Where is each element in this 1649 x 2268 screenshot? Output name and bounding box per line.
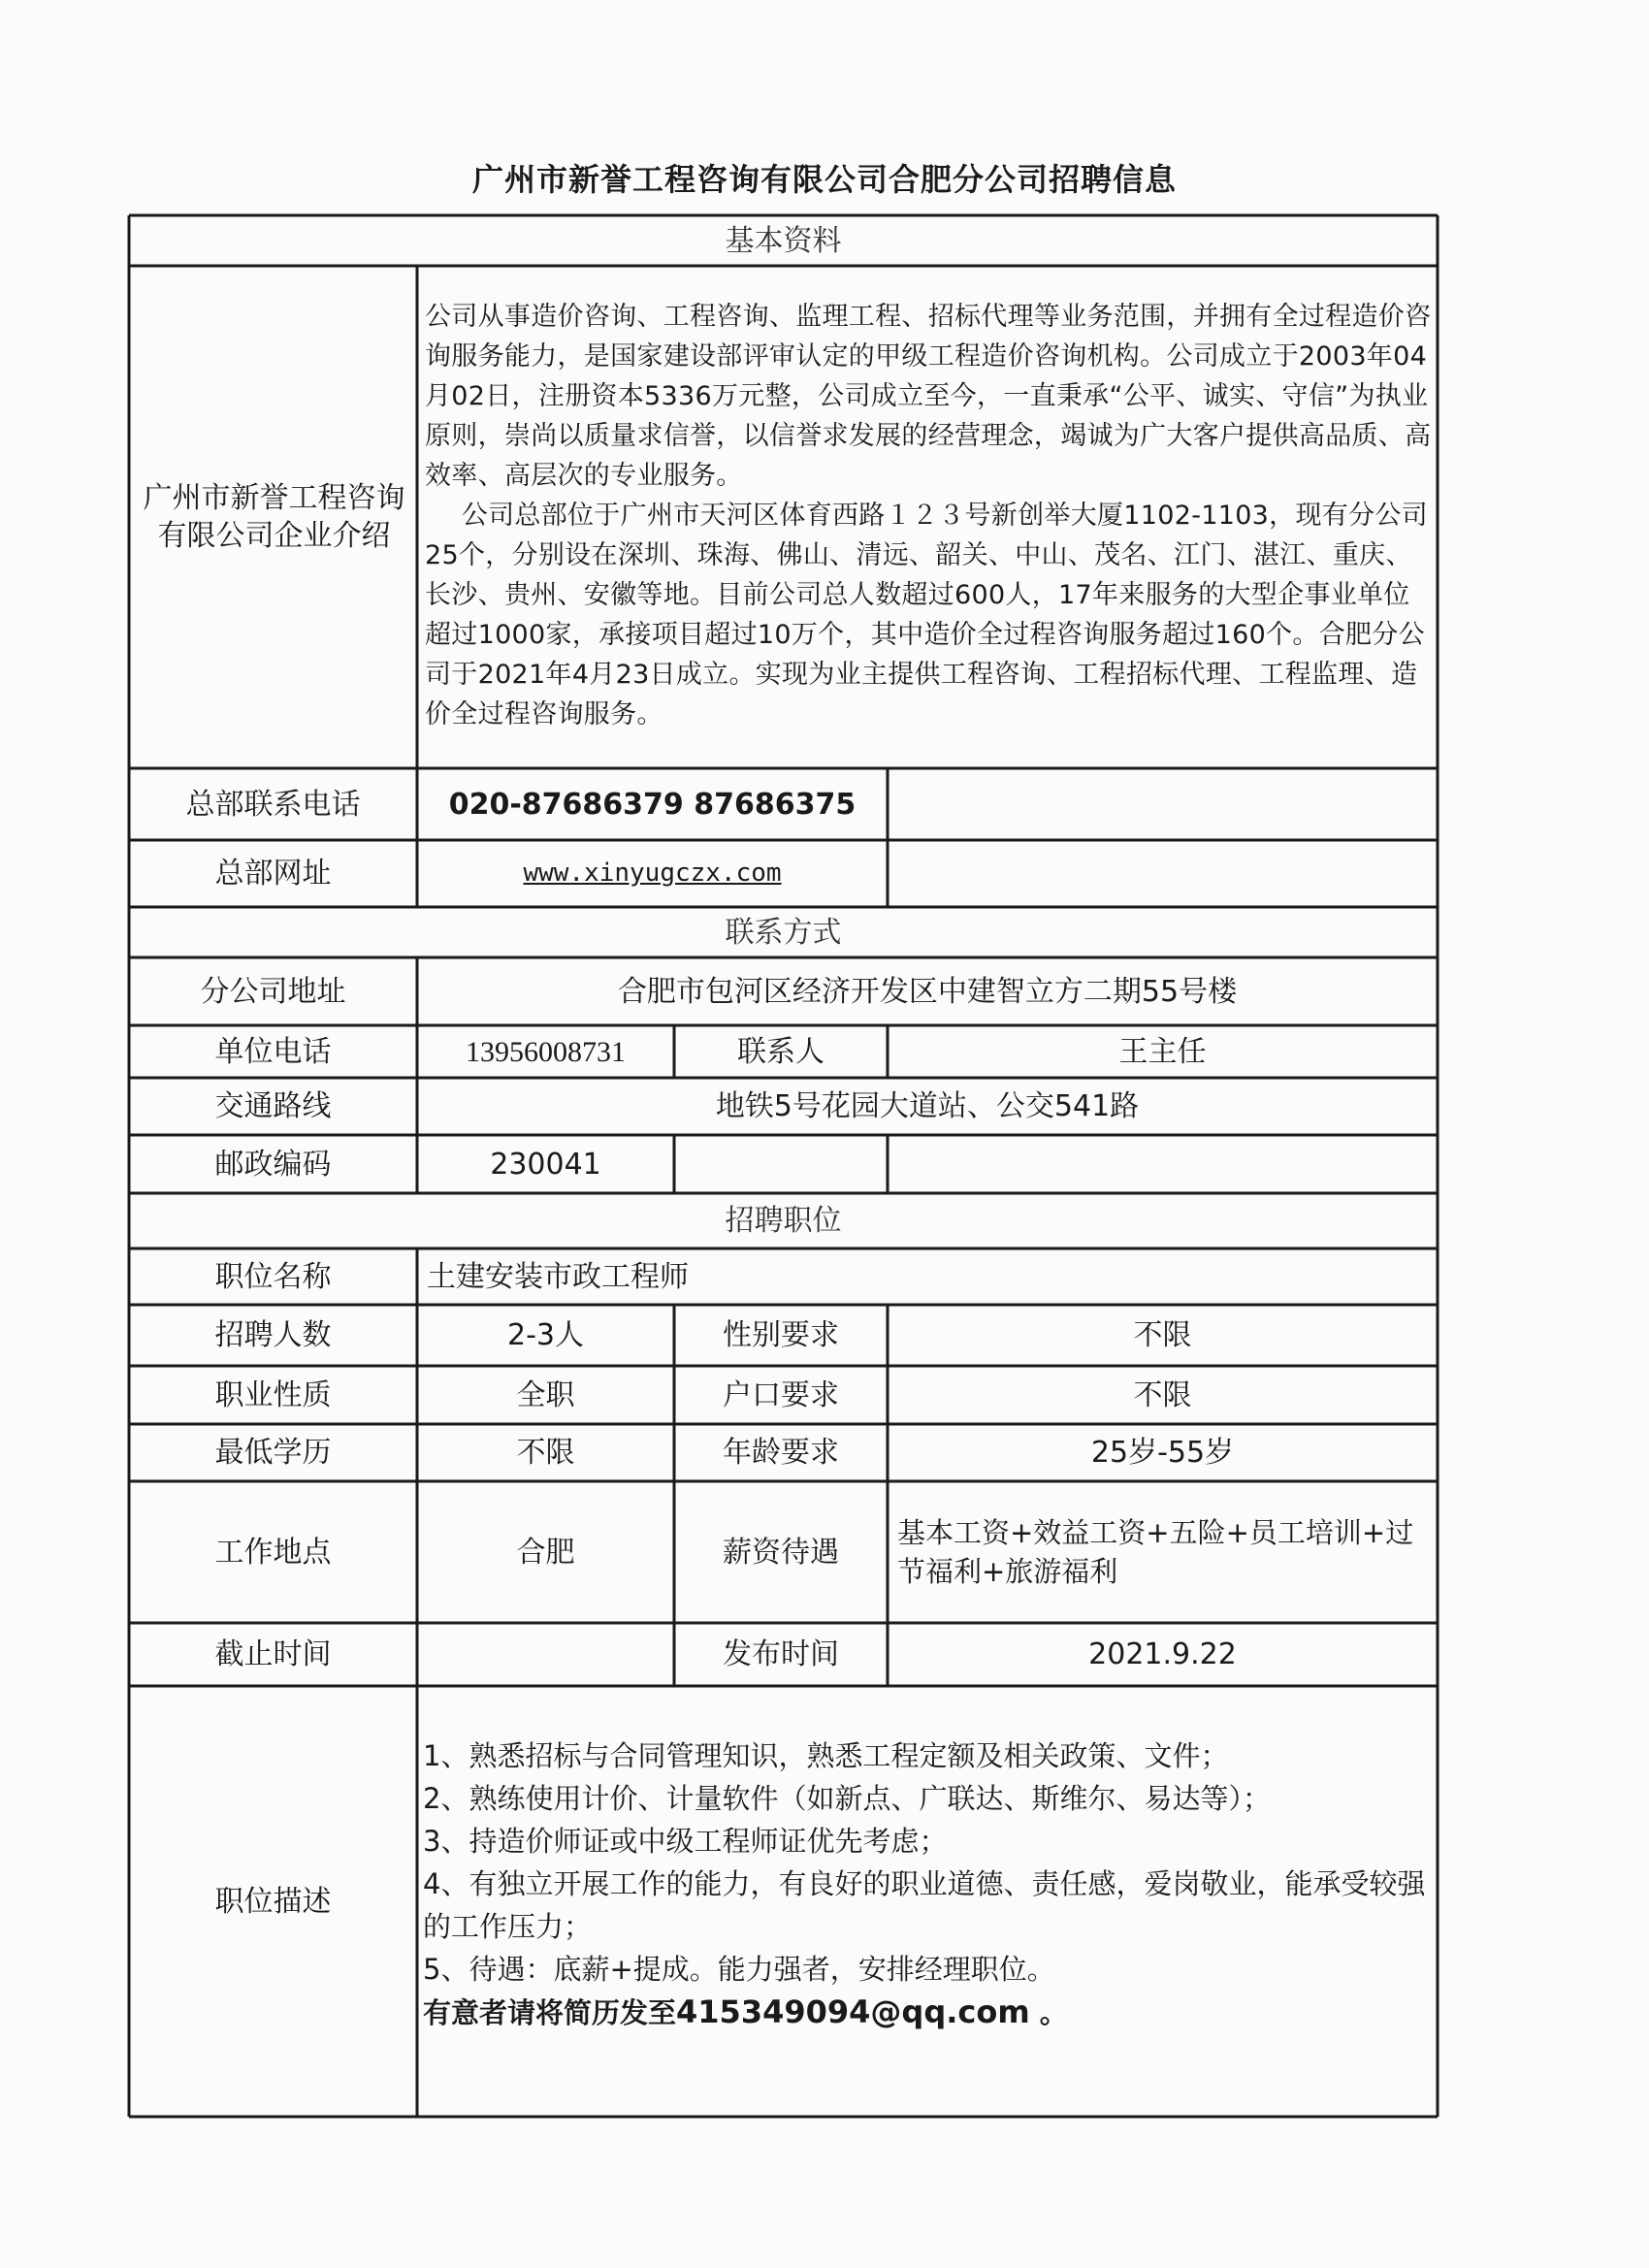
hq-phone-label: 总部联系电话 [185, 787, 361, 822]
hukou-label: 户口要求 [723, 1377, 839, 1412]
desc-item: 4、有独立开展工作的能力，有良好的职业道德、责任感，爱岗敬业，能承受较强的工作压力； [423, 1867, 1426, 1943]
education-value: 不限 [516, 1436, 575, 1470]
section-contact-header: 联系方式 [725, 915, 842, 950]
company-intro-label: 广州市新誉工程咨询有限公司企业介绍 [143, 481, 405, 553]
postcode-value: 230041 [490, 1147, 601, 1182]
desc-item: 5、待遇：底薪+提成。能力强者，安排经理职位。 [423, 1953, 1055, 1986]
company-intro-text [425, 297, 1434, 734]
apply-email[interactable]: 415349094@qq.com [676, 1993, 1030, 2030]
age-value: 25岁-55岁 [1090, 1436, 1235, 1470]
location-label: 工作地点 [214, 1535, 332, 1570]
desc-item: 1、熟悉招标与合同管理知识，熟悉工程定额及相关政策、文件； [423, 1739, 1229, 1772]
publish-value: 2021.9.22 [1088, 1637, 1237, 1671]
deadline-label: 截止时间 [214, 1637, 332, 1671]
nature-label: 职业性质 [214, 1377, 332, 1412]
gender-value: 不限 [1133, 1318, 1192, 1352]
hq-phone-value: 020-87686379 87686375 [448, 787, 857, 822]
headcount-value: 2-3人 [507, 1318, 584, 1352]
unit-phone-value: 13956008731 [466, 1035, 626, 1068]
address-label: 分公司地址 [200, 974, 346, 1009]
page-title: 广州市新誉工程咨询有限公司合肥分公司招聘信息 [471, 161, 1177, 198]
postcode-label: 邮政编码 [214, 1147, 332, 1182]
unit-phone-label: 单位电话 [214, 1034, 332, 1069]
position-value: 土建安装市政工程师 [427, 1259, 689, 1294]
section-basic-header: 基本资料 [725, 223, 842, 258]
apply-prefix: 有意者请将简历发至 [423, 1996, 677, 2029]
gender-label: 性别要求 [723, 1318, 839, 1352]
route-label: 交通路线 [214, 1089, 332, 1123]
publish-label: 发布时间 [723, 1637, 839, 1671]
intro-paragraph: 公司从事造价咨询、工程咨询、监理工程、招标代理等业务范围，并拥有全过程造价咨询服务能力，是国家建设部评审认定的甲级工程造价咨询机构。公司成立于2003年04月02日，注册资本5336万元整，公司成立至今，一直秉承“公平、诚实、守信”为执业原则，崇尚以质量求信誉，以信誉求发展的经营理念，竭诚为广大客户提供高品质、高效率、高层次的专业服务。 [425, 302, 1432, 491]
intro-paragraph: 公司总部位于广州市天河区体育西路１２３号新创举大厦1102-1103，现有分公司25个，分别设在深圳、珠海、佛山、清远、韶关、中山、茂名、江门、湛江、重庆、长沙、贵州、安徽等地。目前公司总人数超过600人，17年来服务的大型企事业单位超过1000家，承接项目超过10万个，其中造价全过程咨询服务超过160个。合肥分公司于2021年4月23日成立。实现为业主提供工程咨询、工程招标代理、工程监理、造价全过程咨询服务。 [425, 501, 1428, 729]
apply-suffix: 。 [1029, 1996, 1068, 2029]
job-desc-text [423, 1734, 1441, 2034]
contact-person-value: 王主任 [1118, 1034, 1207, 1069]
location-value: 合肥 [516, 1535, 575, 1570]
contact-person-label: 联系人 [737, 1034, 824, 1069]
apply-line [423, 1991, 1441, 2034]
desc-item: 3、持造价师证或中级工程师证优先考虑； [423, 1825, 948, 1858]
address-value: 合肥市包河区经济开发区中建智立方二期55号楼 [617, 974, 1238, 1009]
deadline-value [417, 1623, 674, 1686]
salary-value: 基本工资+效益工资+五险+员工培训+过节福利+旅游福利 [897, 1516, 1414, 1588]
hq-site-link[interactable]: www.xinyugczx.com [523, 858, 782, 888]
route-value: 地铁5号花园大道站、公交541路 [715, 1089, 1140, 1123]
desc-item: 2、熟练使用计价、计量软件（如新点、广联达、斯维尔、易达等）； [423, 1782, 1271, 1815]
age-label: 年龄要求 [723, 1436, 839, 1470]
hq-site-label: 总部网址 [214, 857, 332, 891]
headcount-label: 招聘人数 [214, 1318, 332, 1352]
salary-label: 薪资待遇 [723, 1535, 839, 1570]
section-job-header: 招聘职位 [725, 1204, 842, 1238]
position-label: 职位名称 [214, 1259, 332, 1294]
hukou-value: 不限 [1133, 1377, 1192, 1412]
nature-value: 全职 [516, 1377, 575, 1412]
job-desc-label: 职位描述 [214, 1884, 332, 1919]
education-label: 最低学历 [214, 1436, 332, 1470]
